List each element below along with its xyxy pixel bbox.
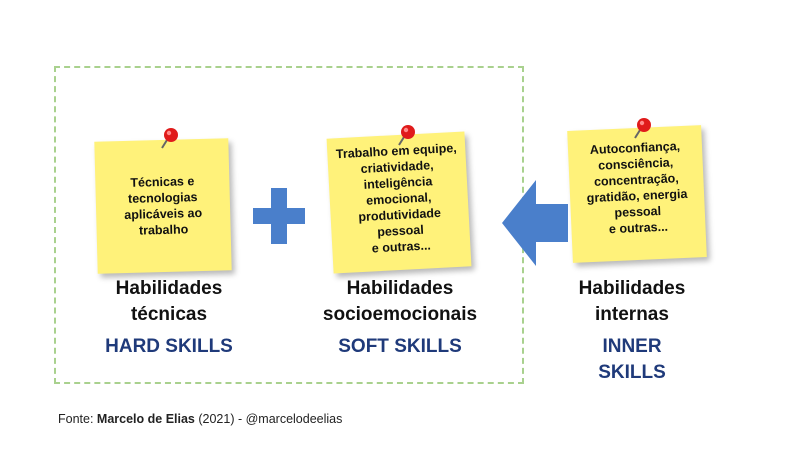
pushpin-icon [158,126,182,150]
note-line: e outras... [608,219,669,237]
arrow-left-icon [502,180,568,266]
caption-title-line: internas [595,304,669,325]
source-suffix: (2021) - @marcelodeelias [194,412,343,426]
sticky-note-socioemotional [327,131,472,273]
note-line: inteligência [363,174,433,192]
sticky-note-internal [567,125,707,263]
note-line: emocional, [365,190,432,208]
note-line: aplicáveis ao [124,205,203,223]
note-line: tecnologias [127,190,198,206]
note-line: concentração, [593,171,680,189]
inner-skills-label-line2: SKILLS [598,362,666,383]
caption-technical [84,276,254,360]
caption-title-line: Habilidades [115,278,223,299]
note-line: produtividade [358,205,442,225]
source-author: Marcelo de Elias [96,412,195,426]
note-line: pessoal [614,203,662,220]
note-line: Trabalho em equipe, [335,140,458,162]
note-line: criatividade, [360,158,434,176]
pushpin-icon [631,116,655,140]
source-credit [58,412,342,426]
note-line: Autoconfiança, [589,139,681,158]
plus-icon [253,188,305,244]
note-line: Técnicas e [130,174,195,190]
note-line: consciência, [597,155,674,173]
pushpin-icon [395,123,419,147]
caption-title-line: técnicas [130,304,208,325]
note-line: gratidão, energia [586,186,688,206]
caption-title-line: socioemocionais [322,304,478,325]
hard-skills-label: HARD SKILLS [105,336,233,357]
note-line: pessoal [376,222,425,240]
inner-skills-label: INNER [602,336,662,357]
source-prefix: Fonte: [58,412,97,426]
caption-internal [552,276,712,386]
caption-title-line: Habilidades [578,278,686,299]
note-line: trabalho [138,222,189,238]
caption-socioemotional [310,276,490,360]
sticky-note-technical [94,138,231,273]
soft-skills-label: SOFT SKILLS [338,336,462,357]
note-line: e outras... [371,238,432,256]
caption-title-line: Habilidades [346,278,454,299]
